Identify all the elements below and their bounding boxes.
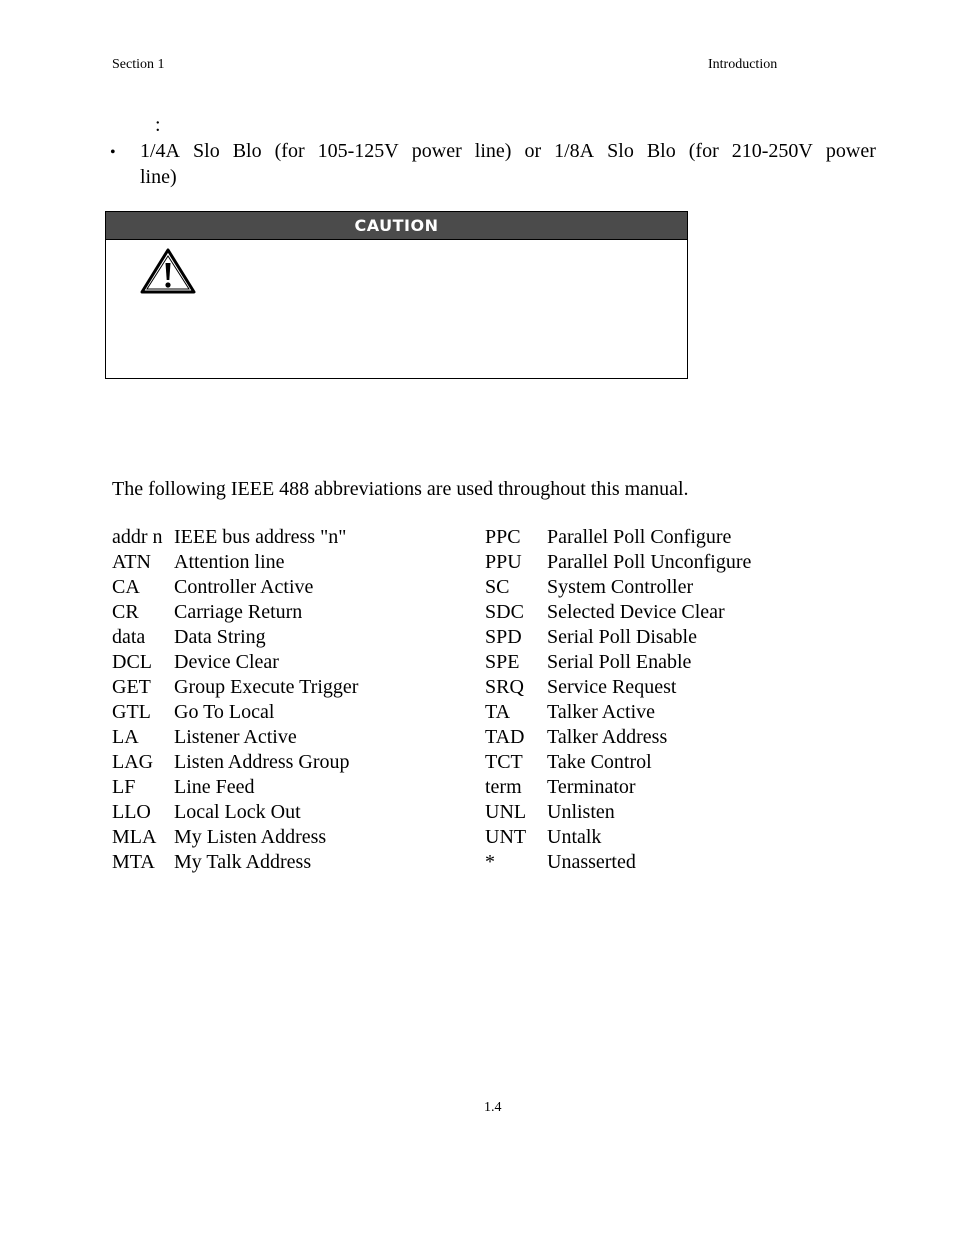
fuse-spec-word: 210-250V xyxy=(731,140,813,162)
abbreviation-row xyxy=(485,700,751,725)
abbreviation-description: Line Feed xyxy=(174,776,255,798)
abbreviation-row xyxy=(485,600,751,625)
abbreviation-code: TA xyxy=(485,701,511,723)
fuse-spec-word: 1/4A xyxy=(140,140,180,162)
fuse-spec-word: line) xyxy=(474,140,512,162)
abbreviation-description: My Talk Address xyxy=(174,851,312,873)
abbreviation-description: Device Clear xyxy=(174,651,279,673)
abbreviation-description: Talker Active xyxy=(547,701,655,723)
fuse-spec-word: Slo xyxy=(607,140,634,162)
abbreviation-code: GTL xyxy=(112,701,151,723)
fuse-spec-word: Slo xyxy=(193,140,220,162)
fuse-spec-line xyxy=(140,140,876,163)
abbreviation-description: Parallel Poll Unconfigure xyxy=(547,551,752,573)
caution-box xyxy=(105,211,688,379)
abbreviation-description: Serial Poll Enable xyxy=(547,651,692,673)
abbreviation-description: Local Lock Out xyxy=(174,801,301,823)
fuse-spec-word: Blo xyxy=(232,140,262,162)
abbreviation-code: MLA xyxy=(112,826,157,848)
abbreviation-code: UNL xyxy=(485,801,527,823)
abbreviation-row xyxy=(112,525,358,550)
abbreviation-row xyxy=(112,750,358,775)
abbreviation-row xyxy=(112,700,358,725)
abbreviation-code: CA xyxy=(112,576,140,598)
abbreviation-code: TCT xyxy=(485,751,523,773)
abbreviation-code: SC xyxy=(485,576,510,598)
abbreviation-row xyxy=(112,825,358,850)
abbreviation-row xyxy=(485,625,751,650)
fuse-spec-word: (for xyxy=(274,140,305,162)
abbreviation-code: LA xyxy=(112,726,139,748)
abbreviation-code: LF xyxy=(112,776,136,798)
abbreviation-description: Listen Address Group xyxy=(174,751,350,773)
abbreviation-row xyxy=(485,675,751,700)
abbreviation-description: Go To Local xyxy=(174,701,275,723)
abbreviation-row xyxy=(112,600,358,625)
abbreviation-row xyxy=(112,550,358,575)
abbreviation-code: LAG xyxy=(112,751,154,773)
abbreviation-description: Talker Address xyxy=(547,726,668,748)
abbreviation-code: LLO xyxy=(112,801,151,823)
fuse-colon: : xyxy=(155,114,161,136)
abbreviation-row xyxy=(485,800,751,825)
abbreviation-code: data xyxy=(112,626,146,648)
abbreviation-code: MTA xyxy=(112,851,155,873)
abbreviation-code: addr n xyxy=(112,526,163,548)
abbreviation-description: Listener Active xyxy=(174,726,297,748)
page-number: 1.4 xyxy=(484,1100,502,1115)
abbreviation-description: Take Control xyxy=(547,751,652,773)
abbreviation-description: Selected Device Clear xyxy=(547,601,725,623)
abbreviation-code: CR xyxy=(112,601,139,623)
abbreviation-row xyxy=(485,750,751,775)
fuse-spec-word: power xyxy=(411,140,462,162)
abbreviation-code: SPE xyxy=(485,651,520,673)
abbreviation-row xyxy=(485,850,751,875)
abbreviation-code: SPD xyxy=(485,626,522,648)
abbreviation-row xyxy=(485,775,751,800)
fuse-spec-line-continued: line) xyxy=(140,166,177,188)
abbreviation-description: Service Request xyxy=(547,676,677,698)
abbreviation-description: My Listen Address xyxy=(174,826,327,848)
warning-triangle-icon xyxy=(139,247,197,295)
abbreviation-row xyxy=(112,775,358,800)
abbreviation-row xyxy=(485,525,751,550)
abbreviation-description: System Controller xyxy=(547,576,694,598)
abbreviation-code: GET xyxy=(112,676,151,698)
abbreviation-row xyxy=(485,825,751,850)
abbreviation-description: Carriage Return xyxy=(174,601,303,623)
abbreviation-code: PPU xyxy=(485,551,522,573)
abbreviation-row xyxy=(485,725,751,750)
abbreviation-list-right xyxy=(485,525,751,875)
abbreviation-row xyxy=(485,550,751,575)
abbreviation-description: Controller Active xyxy=(174,576,314,598)
abbreviation-code: ATN xyxy=(112,551,151,573)
abbreviation-description: Serial Poll Disable xyxy=(547,626,697,648)
abbreviation-code: SRQ xyxy=(485,676,524,698)
abbreviation-description: Unlisten xyxy=(547,801,615,823)
abbreviation-description: Group Execute Trigger xyxy=(174,676,359,698)
abbreviation-description: Attention line xyxy=(174,551,285,573)
fuse-spec-word: 1/8A xyxy=(554,140,595,162)
fuse-spec-word: power xyxy=(825,140,876,162)
abbreviation-code: * xyxy=(485,851,495,873)
abbreviation-list-left xyxy=(112,525,358,875)
bullet-icon: • xyxy=(110,144,116,161)
abbreviation-code: UNT xyxy=(485,826,527,848)
header-section: Section 1 xyxy=(112,57,165,72)
abbreviation-code: PPC xyxy=(485,526,521,548)
abbreviation-row xyxy=(485,650,751,675)
abbreviation-description: Untalk xyxy=(547,826,602,848)
abbreviation-code: SDC xyxy=(485,601,524,623)
abbreviation-description: Terminator xyxy=(547,776,636,798)
abbreviation-row xyxy=(112,675,358,700)
abbreviation-code: term xyxy=(485,776,522,798)
abbreviation-row xyxy=(485,575,751,600)
abbreviation-row xyxy=(112,725,358,750)
caution-title: CAUTION xyxy=(106,212,687,240)
abbreviation-row xyxy=(112,850,358,875)
abbreviation-description: Data String xyxy=(174,626,266,648)
fuse-spec-word: Blo xyxy=(646,140,676,162)
fuse-spec-word: 105-125V xyxy=(317,140,399,162)
abbreviation-row xyxy=(112,625,358,650)
fuse-spec-word: or xyxy=(524,140,542,162)
abbreviation-code: TAD xyxy=(485,726,525,748)
abbreviation-description: IEEE bus address "n" xyxy=(174,526,347,548)
abbreviation-row xyxy=(112,650,358,675)
abbreviation-row xyxy=(112,800,358,825)
fuse-spec-word: (for xyxy=(688,140,719,162)
abbreviation-description: Parallel Poll Configure xyxy=(547,526,732,548)
abbreviation-description: Unasserted xyxy=(547,851,636,873)
abbreviation-row xyxy=(112,575,358,600)
header-chapter: Introduction xyxy=(708,57,778,72)
abbreviation-code: DCL xyxy=(112,651,152,673)
abbreviations-intro: The following IEEE 488 abbreviations are used throughout this manual. xyxy=(112,478,689,500)
